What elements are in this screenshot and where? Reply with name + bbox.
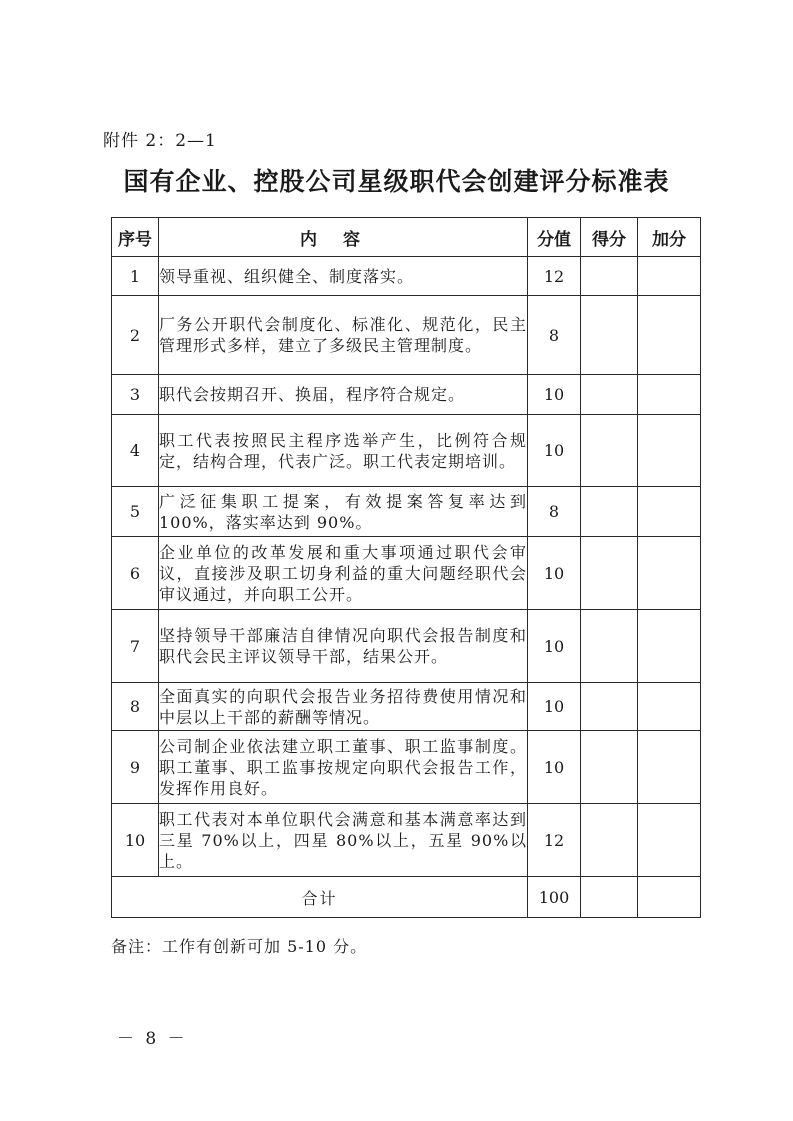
row-value: 10 [528,683,581,731]
row-value: 10 [528,375,581,415]
row-content: 广泛征集职工提案，有效提案答复率达到 100%，落实率达到 90%。 [159,487,528,537]
total-bonus-cell [638,877,701,918]
row-content: 职代会按期召开、换届，程序符合规定。 [159,375,528,415]
row-index: 6 [112,537,159,610]
row-content: 全面真实的向职代会报告业务招待费使用情况和中层以上干部的薪酬等情况。 [159,683,528,731]
header-value: 分值 [528,218,581,257]
row-index: 7 [112,610,159,683]
header-index: 序号 [112,218,159,257]
row-bonus-cell [638,487,701,537]
row-bonus-cell [638,683,701,731]
row-bonus-cell [638,731,701,804]
row-bonus-cell [638,296,701,375]
table-row [112,731,701,804]
row-index: 5 [112,487,159,537]
row-index: 8 [112,683,159,731]
table-row [112,415,701,487]
row-value: 10 [528,537,581,610]
row-bonus-cell [638,375,701,415]
row-bonus-cell [638,537,701,610]
scoring-table [111,217,701,918]
row-score-cell [581,257,638,296]
row-content: 厂务公开职代会制度化、标准化、规范化，民主管理形式多样，建立了多级民主管理制度。 [159,296,528,375]
row-index: 1 [112,257,159,296]
total-score-cell [581,877,638,918]
row-index: 3 [112,375,159,415]
row-bonus-cell [638,257,701,296]
document-title: 国有企业、控股公司星级职代会创建评分标准表 [123,167,670,196]
row-bonus-cell [638,804,701,877]
page-number: － 8 － [117,1029,188,1049]
row-content: 领导重视、组织健全、制度落实。 [159,257,528,296]
row-index: 10 [112,804,159,877]
row-content: 坚持领导干部廉洁自律情况向职代会报告制度和职代会民主评议领导干部，结果公开。 [159,610,528,683]
header-bonus: 加分 [638,218,701,257]
header-score: 得分 [581,218,638,257]
table-row [112,610,701,683]
footnote: 备注：工作有创新可加 5-10 分。 [111,937,368,956]
row-value: 8 [528,487,581,537]
row-score-cell [581,537,638,610]
row-value: 10 [528,610,581,683]
row-value: 8 [528,296,581,375]
row-value: 10 [528,415,581,487]
table-row [112,487,701,537]
table-row [112,257,701,296]
row-score-cell [581,683,638,731]
row-content: 职工代表对本单位职代会满意和基本满意率达到三星 70%以上，四星 80%以上，五星 90%以上。 [159,804,528,877]
row-score-cell [581,296,638,375]
table-row [112,537,701,610]
row-score-cell [581,415,638,487]
row-content: 职工代表按照民主程序选举产生，比例符合规定，结构合理，代表广泛。职工代表定期培训。 [159,415,528,487]
row-value: 10 [528,731,581,804]
row-value: 12 [528,804,581,877]
row-bonus-cell [638,610,701,683]
row-index: 2 [112,296,159,375]
row-score-cell [581,804,638,877]
total-row [112,877,701,918]
row-content: 企业单位的改革发展和重大事项通过职代会审议，直接涉及职工切身利益的重大问题经职代会审议通过，并向职工公开。 [159,537,528,610]
table-row [112,296,701,375]
row-score-cell [581,487,638,537]
row-value: 12 [528,257,581,296]
total-value: 100 [528,877,581,918]
row-score-cell [581,375,638,415]
row-score-cell [581,731,638,804]
total-label: 合计 [112,877,528,918]
row-content: 公司制企业依法建立职工董事、职工监事制度。职工董事、职工监事按规定向职代会报告工作，发挥作用良好。 [159,731,528,804]
table-row [112,375,701,415]
row-index: 4 [112,415,159,487]
header-content: 内容 [159,218,528,257]
table-row [112,683,701,731]
attachment-label: 附件 2：2—1 [103,131,217,151]
row-score-cell [581,610,638,683]
header-row [112,218,701,257]
row-bonus-cell [638,415,701,487]
row-index: 9 [112,731,159,804]
table-row [112,804,701,877]
